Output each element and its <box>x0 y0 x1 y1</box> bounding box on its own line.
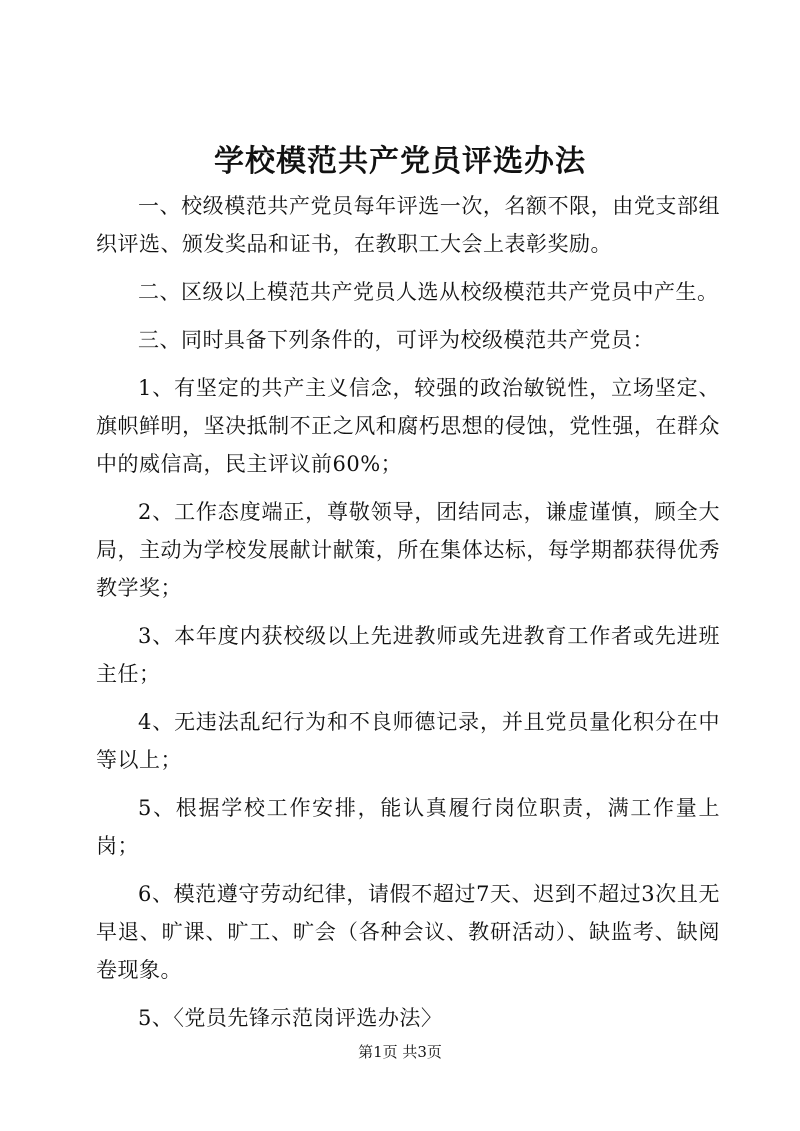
paragraph-6: 3、本年度内获校级以上先进教师或先进教育工作者或先进班主任； <box>96 624 720 686</box>
paragraph-9: 6、模范遵守劳动纪律，请假不超过7天、迟到不超过3次且无早退、旷课、旷工、旷会（各种会议、教研活动）、缺监考、缺阅卷现象。 <box>96 882 720 982</box>
paragraph-1: 一、校级模范共产党员每年评选一次，名额不限，由党支部组织评选、颁发奖品和证书，在教职工大会上表彰奖励。 <box>96 194 720 256</box>
paragraph-2: 二、区级以上模范共产党员人选从校级模范共产党员中产生。 <box>138 280 719 304</box>
paragraph-3: 三、同时具备下列条件的，可评为校级模范共产党员： <box>138 328 654 352</box>
paragraph-10: 5、〈党员先锋示范岗评选办法〉 <box>138 1006 443 1030</box>
document-body <box>96 187 720 1047</box>
document-title: 学校模范共产党员评选办法 <box>214 144 586 179</box>
paragraph-8: 5、根据学校工作安排，能认真履行岗位职责，满工作量上岗； <box>96 796 720 858</box>
paragraph-4: 1、有坚定的共产主义信念，较强的政治敏锐性，立场坚定、旗帜鲜明，坚决抵制不正之风和腐朽思想的侵蚀，党性强，在群众中的威信高，民主评议前60%； <box>96 376 720 476</box>
paragraph-5: 2、工作态度端正，尊敬领导，团结同志，谦虚谨慎，顾全大局，主动为学校发展献计献策，所在集体达标，每学期都获得优秀教学奖； <box>96 500 720 600</box>
paragraph-7: 4、无违法乱纪行为和不良师德记录，并且党员量化积分在中等以上； <box>96 710 720 772</box>
page-number-footer: 第1页 共3页 <box>358 1043 442 1061</box>
